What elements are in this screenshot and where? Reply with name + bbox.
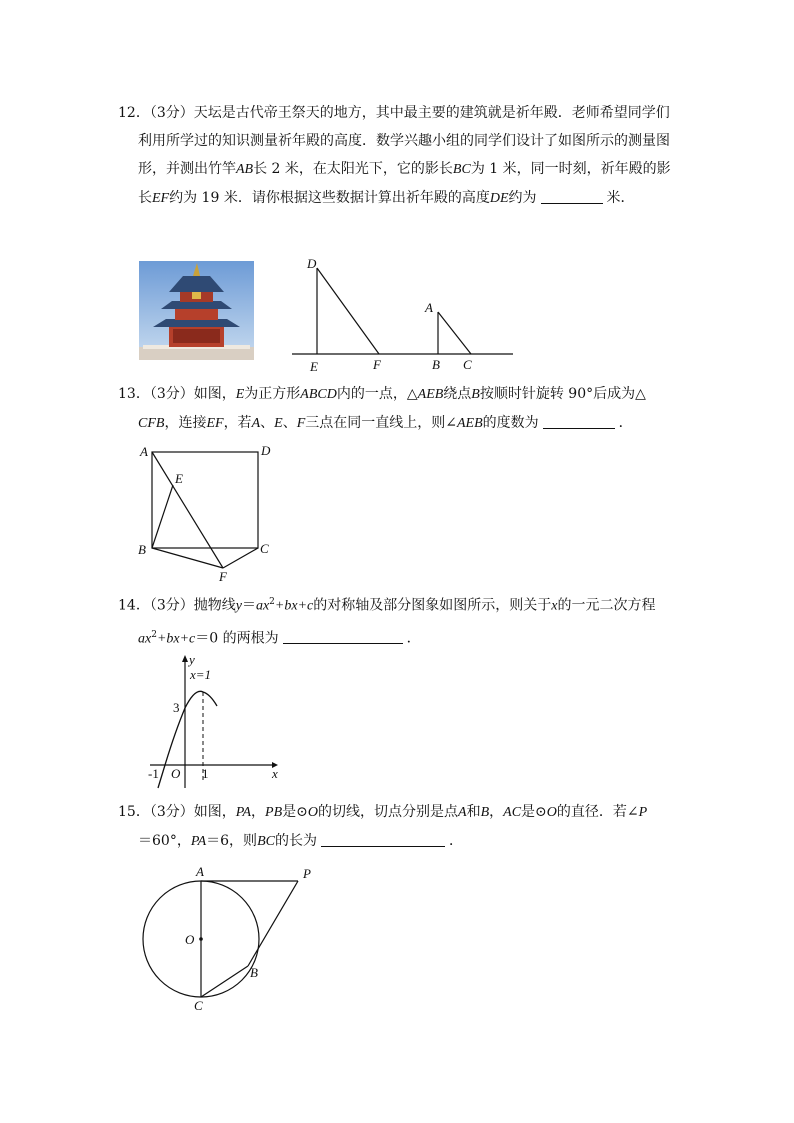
center-point [199,937,203,941]
var-B: B [471,387,480,402]
question-text: 的一元二次方程 [557,597,656,614]
var-EF: EF [152,191,170,206]
figure-14 [140,650,300,790]
label-F: F [373,357,381,372]
question-text: 为正方形 [244,386,301,402]
question-text: ， [489,804,504,820]
var-y: y [235,598,242,614]
question-text: 约为 [508,190,537,206]
question-text: 的长为 [274,833,317,849]
var-ax: ax [138,631,152,647]
label-B: B [138,542,146,557]
question-text: 是⊙ [521,804,547,820]
question-14: 14．（3分）抛物线$y=ax^2+bx+c$的对称轴及部分图象如图所示，则关于x的一元二次方程 $ax^2+bx+c=0$ 的两根为 ． [118,597,656,647]
segment-BE [152,485,173,548]
var-A: A [458,805,467,820]
question-text: 形，并测出竹竿 [138,161,236,177]
temple-of-heaven-photo [139,261,254,360]
tangent-PB [248,881,298,966]
var-E: E [274,416,283,431]
question-text: 的度数为 [482,415,539,431]
answer-blank[interactable] [283,627,403,644]
var-ax: ax [255,598,270,614]
var-O: O [546,805,557,820]
question-text: 内的一点，△ [336,386,418,402]
label-A: A [140,444,148,459]
question-text: 的切线，切点分别是点 [318,804,459,820]
question-15: 15．（3分）如图，PA，PB是⊙O的切线，切点分别是点A和B，AC是⊙O的直径．若∠P ＝60°，PA＝6，则BC的长为 ． [118,804,648,849]
label-P: P [303,866,311,881]
label-C: C [194,998,203,1013]
question-text: 绕点 [443,386,472,402]
var-PB: PB [265,805,283,820]
var-A: A [251,416,261,431]
label-D: D [307,256,317,271]
label-D: D [261,443,271,458]
var-F: F [296,416,306,431]
segment-AC [438,312,471,354]
var-P: P [638,805,648,820]
var-BC: BC [452,162,471,177]
var-DE: DE [489,191,509,206]
answer-blank[interactable] [321,830,445,847]
label-A: A [425,300,433,315]
var-EF: EF [206,416,224,431]
question-number: 14．（3分） [118,597,194,614]
question-text: ＝6，则 [206,833,258,849]
label-3: 3 [173,700,180,715]
label-C: C [260,541,269,556]
var-AEB: AEB [456,416,483,431]
question-text: ， [251,804,266,820]
answer-blank[interactable] [543,412,615,429]
var-AC: AC [503,805,522,820]
question-text: 的直径．若∠ [556,804,639,820]
var-bxc: +bx+c [156,631,196,647]
segment-DF [317,268,379,354]
question-text: 长 [138,190,152,206]
segment-CF [223,548,258,568]
question-text: 如图， [193,386,236,402]
var-AB: AB [236,162,254,177]
question-text: 抛物线 [193,597,236,614]
question-number: 12．（3分） [118,105,194,121]
var-PA: PA [235,805,252,820]
label-axis-eq: x=1 [190,667,212,682]
question-text: 为 1 米，同一时刻，祈年殿的影 [470,161,671,177]
question-text: 长 2 米，在太阳光下，它的影长 [253,161,453,177]
question-text: 、 [260,415,275,431]
question-text: 如图， [193,804,236,820]
label-E: E [310,359,318,374]
label-B: B [250,965,258,980]
var-PA: PA [190,834,207,849]
question-text: ＝60°， [138,833,191,849]
var-BC: BC [257,834,275,849]
question-text: 的对称轴及部分图象如图所示，则关于 [313,597,552,614]
var-B: B [480,805,490,820]
exponent: 2 [269,597,275,607]
label-O: O [171,766,181,781]
label-A: A [196,864,204,879]
question-13: 13．（3分）如图，E为正方形ABCD内的一点，△AEB绕点B按顺时针旋转 90°后成为△ CFB，连接EF，若A、E、F三点在同一直线上，则∠AEB的度数为 ． [118,386,646,431]
label-O: O [185,932,195,947]
figure-13 [135,442,285,584]
y-axis-arrow [182,655,188,662]
var-O: O [307,805,319,820]
label-B: B [432,357,440,372]
question-number: 15．（3分） [118,804,194,820]
var-bxc: +bx+c [274,598,314,614]
label-C: C [463,357,472,372]
label-1: 1 [202,766,209,781]
label-E: E [175,471,183,486]
question-text: ，若 [223,415,252,431]
var-ABCD: ABCD [300,387,337,402]
question-text: 按顺时针旋转 90°后成为△ [479,386,646,402]
var-CFB: CFB [138,416,165,431]
question-text: ＝0 的两根为 [195,630,279,647]
question-text: 利用所学过的知识测量祈年殿的高度．数学兴趣小组的同学们设计了如图所示的测量图 [138,133,670,149]
question-text: 米． [606,190,635,206]
label-neg1: -1 [148,766,159,781]
answer-blank[interactable] [541,187,603,204]
temple-image [139,261,254,360]
label-x: x [272,766,278,781]
question-text: 天坛是古代帝王祭天的地方，其中最主要的建筑就是祈年殿．老师希望同学们 [193,105,670,121]
label-y: y [189,652,195,667]
question-text: ＝ [241,597,256,614]
figure-15 [135,860,335,1015]
var-E: E [235,387,245,402]
question-text: 约为 19 米．请你根据这些数据计算出祈年殿的高度 [169,190,490,206]
question-text: 和 [466,804,481,820]
question-text: 、 [282,415,297,431]
exponent: 2 [151,629,157,640]
question-text: 三点在同一直线上，则∠ [305,415,457,431]
label-F: F [219,569,227,584]
var-x: x [551,598,558,614]
question-number: 13．（3分） [118,386,194,402]
question-text: ，连接 [164,415,207,431]
question-text: 是⊙ [282,804,308,820]
figure-12 [285,250,525,380]
var-AEB: AEB [417,387,444,402]
question-12 [118,99,678,213]
